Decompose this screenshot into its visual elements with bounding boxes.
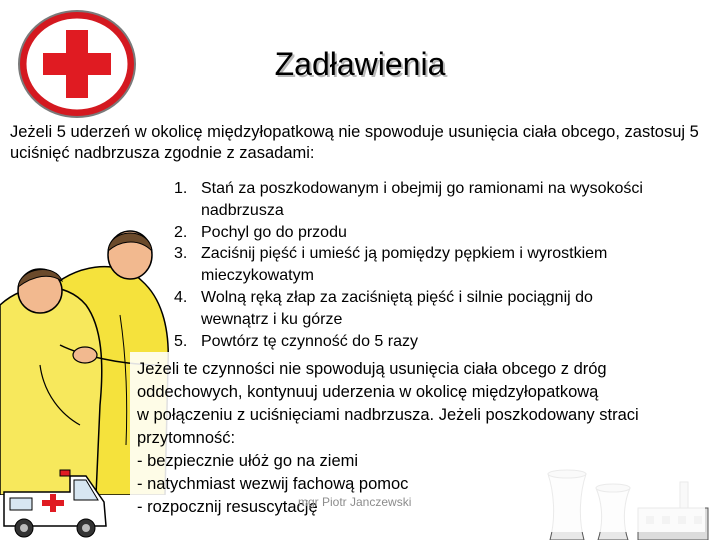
step-number: 4.	[174, 288, 188, 306]
slide-title: Zadławienia	[274, 46, 446, 82]
note-line: przytomność:	[137, 429, 236, 447]
step-number: 2.	[174, 223, 188, 241]
step-text-cont: wewnątrz i ku górze	[201, 310, 343, 328]
red-cross-logo-icon	[18, 10, 136, 118]
step-item	[168, 243, 688, 287]
note-line: - natychmiast wezwij fachową pomoc	[137, 475, 409, 493]
step-text: Powtórz tę czynność do 5 razy	[201, 332, 418, 350]
step-item	[168, 331, 688, 353]
step-item	[168, 178, 688, 222]
step-text: Wolną ręką złap za zaciśniętą pięść i silnie pociągnij do	[201, 288, 593, 306]
step-item	[168, 287, 688, 331]
step-number: 3.	[174, 245, 188, 263]
step-text: Pochyl go do przodu	[201, 223, 347, 241]
note-line: - bezpiecznie ułóż go na ziemi	[137, 452, 359, 470]
note-line: Jeżeli te czynności nie spowodują usunięcia ciała obcego z dróg	[137, 360, 607, 378]
step-item	[168, 222, 688, 244]
steps-list	[168, 178, 688, 352]
ambulance-icon	[0, 466, 110, 540]
note-line: - rozpocznij resuscytację	[137, 498, 318, 516]
step-number: 5.	[174, 332, 188, 350]
step-text: Zaciśnij pięść i umieść ją pomiędzy pępkiem i wyrostkiem	[201, 245, 608, 263]
note-line: w połączeniu z uciśnięciami nadbrzusza. Jeżeli poszkodowany straci	[137, 406, 639, 424]
step-text: Stań za poszkodowanym i obejmij go ramionami na wysokości	[201, 180, 643, 197]
author-footer: mgr Piotr Janczewski	[298, 495, 412, 509]
note-line: oddechowych, kontynuuj uderzenia w okolicę międzyłopatkową	[137, 383, 599, 401]
step-text-cont: mieczykowatym	[201, 267, 314, 285]
step-number: 1.	[174, 180, 188, 197]
step-text-cont: nadbrzusza	[201, 201, 284, 219]
intro-paragraph: Jeżeli 5 uderzeń w okolicę międzyłopatkową nie spowoduje usunięcia ciała obcego, zastosuj 5 uciśnięć nadbrzusza zgodnie z zasadami:	[10, 123, 699, 162]
